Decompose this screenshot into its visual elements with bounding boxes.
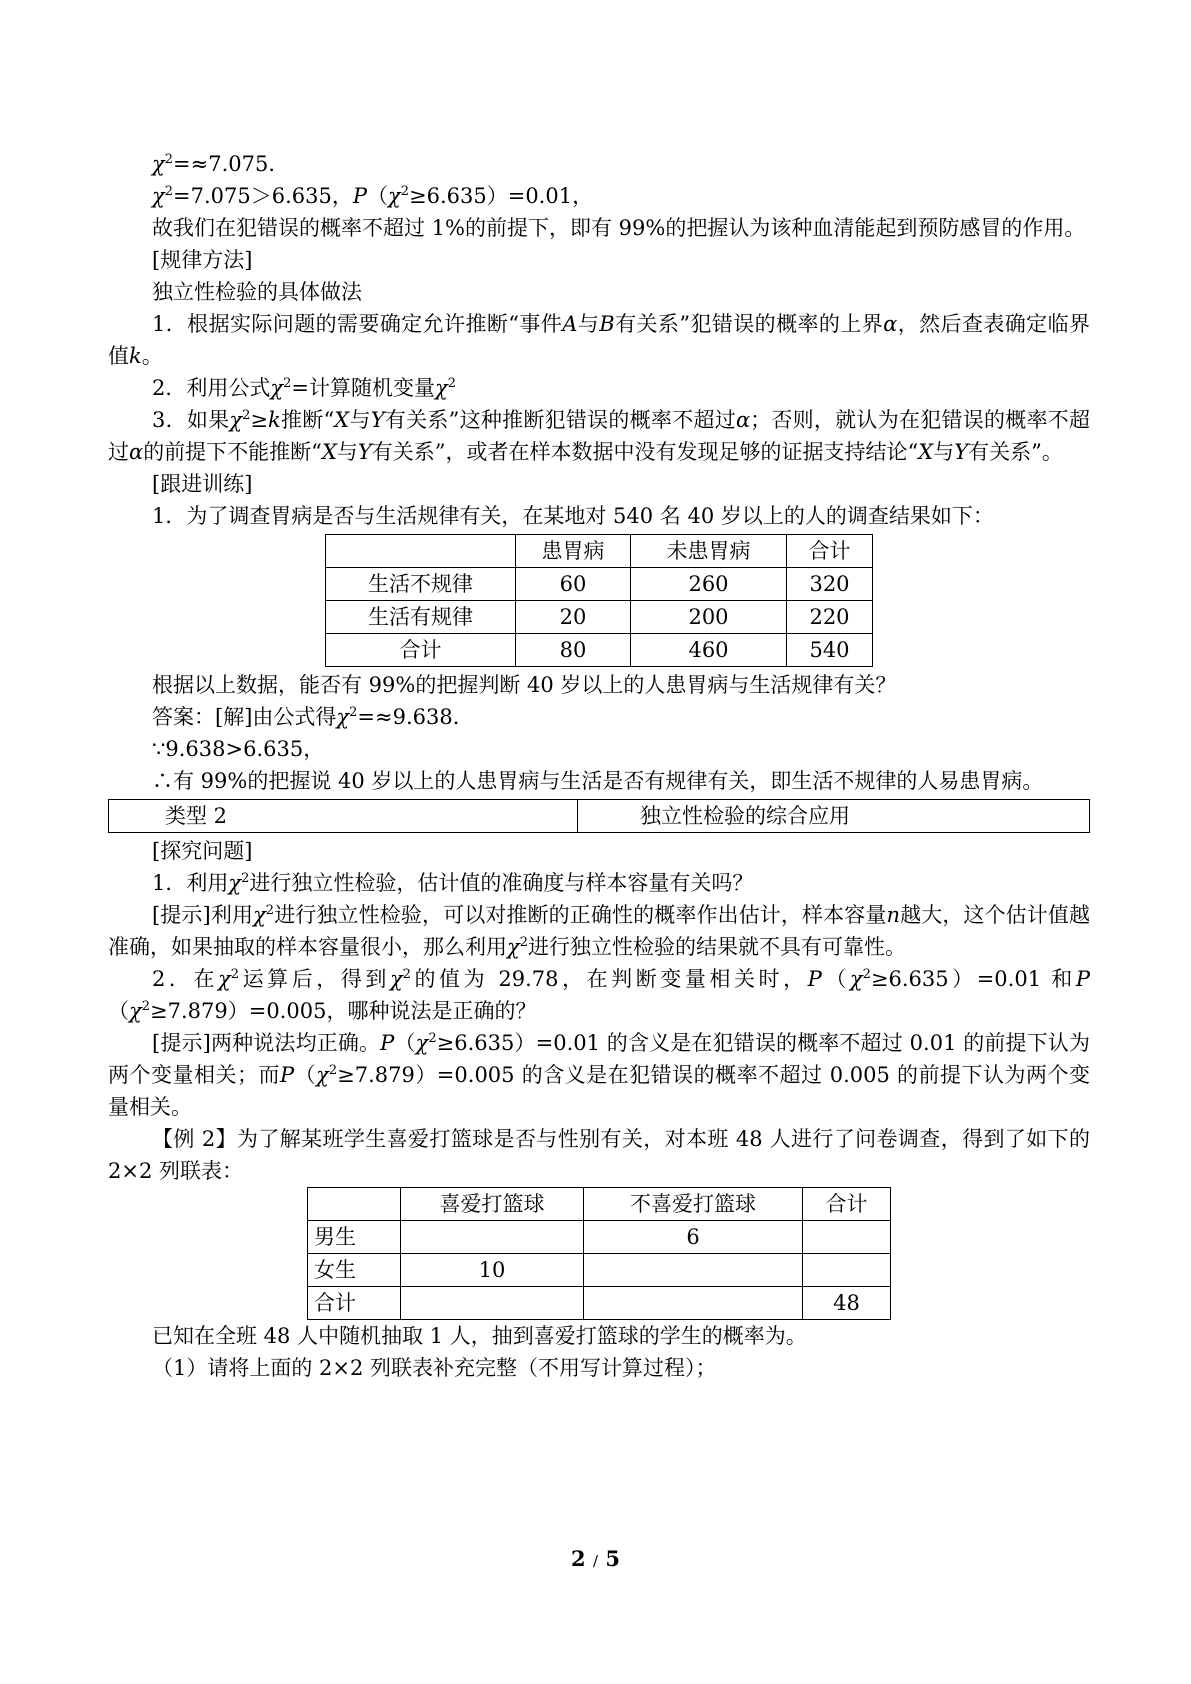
hint-1: [提示]利用$\chi^2$进行独立性检验，可以对推断的正确性的概率作出估计，样本容量n越大，这个估计值越准确，如果抽取的样本容量很小，那么利用$\chi^2$进行独立性检验的结果就不具有可靠性。 (108, 903, 1090, 959)
table-cell: 260 (631, 568, 787, 601)
because-line: ∵9.638>6.635， (152, 737, 325, 761)
sub-question-1: （1）请将上面的 2×2 列联表补充完整（不用写计算过程）； (152, 1356, 717, 1380)
explore-question-2: 2．在$\chi^2$运算后，得到$\chi^2$的值为 29.78，在判断变量相关时，$P(\chi^2\ge 6.635)=0.01$ 和$P(\chi^2\ge 7.879)=0.005$，哪种说法是正确的？ (108, 967, 1090, 1023)
conclusion-paragraph: 故我们在犯错误的概率不超过 1%的前提下，即有 99%的把握认为该种血清能起到预防感冒的作用。 (152, 216, 1086, 240)
section-heading-method: [规律方法] (152, 248, 253, 272)
page-content (108, 148, 1090, 1384)
total-pages: 5 (605, 1546, 620, 1571)
method-step-2: 2．利用公式$\chi^2=$计算随机变量$\chi^2$ (152, 376, 457, 400)
type-bar (108, 799, 1090, 833)
hint-2: [提示]两种说法均正确。$P(\chi^2\ge 6.635)=0.01$ 的含义是在犯错误的概率不超过 0.01 的前提下认为两个变量相关；而$P(\chi^2\ge 7.879)=0.005$ 的含义是在犯错误的概率不超过 0.005 的前提下认为两个变量相关。 (108, 1031, 1091, 1119)
table-cell: 460 (631, 634, 787, 667)
method-step-3: 3．如果$\chi^2\ge k$推断“X与Y有关系”这种推断犯错误的概率不超过α；否则，就认为在犯错误的概率不超过α的前提下不能推断“X与Y有关系”，或者在样本数据中没有发现足够的证据支持结论“X与Y有关系”。 (108, 408, 1090, 464)
table-row (308, 1221, 891, 1254)
table-cell: 合计 (326, 634, 516, 667)
table-header-row (308, 1188, 891, 1221)
table-cell (326, 535, 516, 568)
table-cell: 不喜爱打篮球 (584, 1188, 803, 1221)
method-step-1: 1．根据实际问题的需要确定允许推断“事件A与B有关系”犯错误的概率的上界α，然后查表确定临界值k。 (108, 312, 1090, 368)
table-row (326, 634, 873, 667)
table-cell: 女生 (308, 1254, 401, 1287)
table-cell (308, 1188, 401, 1221)
section-heading-explore: [探究问题] (152, 839, 253, 863)
table-cell: 男生 (308, 1221, 401, 1254)
table-cell: 合计 (308, 1287, 401, 1320)
table-cell: 生活有规律 (326, 601, 516, 634)
table-row (326, 568, 873, 601)
example-2: 【例 2】为了解某班学生喜爱打篮球是否与性别有关，对本班 48 人进行了问卷调查，得到了如下的 2×2 列联表： (108, 1127, 1090, 1183)
basketball-table (307, 1187, 891, 1320)
method-title: 独立性检验的具体做法 (152, 280, 362, 304)
table-cell (803, 1254, 891, 1287)
explore-question-1: 1．利用$\chi^2$进行独立性检验，估计值的准确度与样本容量有关吗？ (152, 871, 754, 895)
table-cell (401, 1287, 584, 1320)
table-cell: 6 (584, 1221, 803, 1254)
probability-note: 已知在全班 48 人中随机抽取 1 人，抽到喜爱打篮球的学生的概率为。 (152, 1324, 807, 1348)
page-number (0, 1546, 1191, 1571)
table-row (326, 601, 873, 634)
table-cell (401, 1221, 584, 1254)
table-cell: 540 (787, 634, 873, 667)
table-row (308, 1287, 891, 1320)
table-cell (803, 1221, 891, 1254)
table-cell: 合计 (787, 535, 873, 568)
formula-chi-square-result: $\chi^2=\approx 7.075$． (152, 152, 290, 176)
table-cell: 220 (787, 601, 873, 634)
type-title: 独立性检验的综合应用 (578, 800, 1090, 833)
therefore-line: ∴有 99%的把握说 40 岁以上的人患胃病与生活是否有规律有关，即生活不规律的人易患胃病。 (152, 769, 1044, 793)
table-cell: 生活不规律 (326, 568, 516, 601)
table-cell: 48 (803, 1287, 891, 1320)
table-row (308, 1254, 891, 1287)
table-cell: 320 (787, 568, 873, 601)
practice-question: 1．为了调查胃病是否与生活规律有关，在某地对 540 名 40 岁以上的人的调查结果如下： (152, 504, 994, 528)
table-cell (584, 1287, 803, 1320)
table-cell: 患胃病 (516, 535, 631, 568)
table-cell: 10 (401, 1254, 584, 1287)
type-label: 类型 2 (109, 800, 578, 833)
answer-line: 答案：[解]由公式得$\chi^2=\approx 9.638$． (152, 705, 474, 729)
table-cell: 60 (516, 568, 631, 601)
table-cell: 合计 (803, 1188, 891, 1221)
practice-ask: 根据以上数据，能否有 99%的把握判断 40 岁以上的人患胃病与生活规律有关？ (152, 673, 897, 697)
stomach-disease-table (325, 534, 873, 667)
current-page: 2 (571, 1546, 586, 1571)
table-cell: 80 (516, 634, 631, 667)
table-cell: 20 (516, 601, 631, 634)
table-cell (584, 1254, 803, 1287)
section-heading-practice: [跟进训练] (152, 472, 253, 496)
formula-comparison: $\chi^2=7.075>6.635$，$P(\chi^2\ge 6.635)=0.01$， (152, 184, 594, 208)
table-cell: 喜爱打篮球 (401, 1188, 584, 1221)
table-cell: 未患胃病 (631, 535, 787, 568)
table-header-row (326, 535, 873, 568)
page-separator: / (592, 1552, 599, 1570)
table-cell: 200 (631, 601, 787, 634)
